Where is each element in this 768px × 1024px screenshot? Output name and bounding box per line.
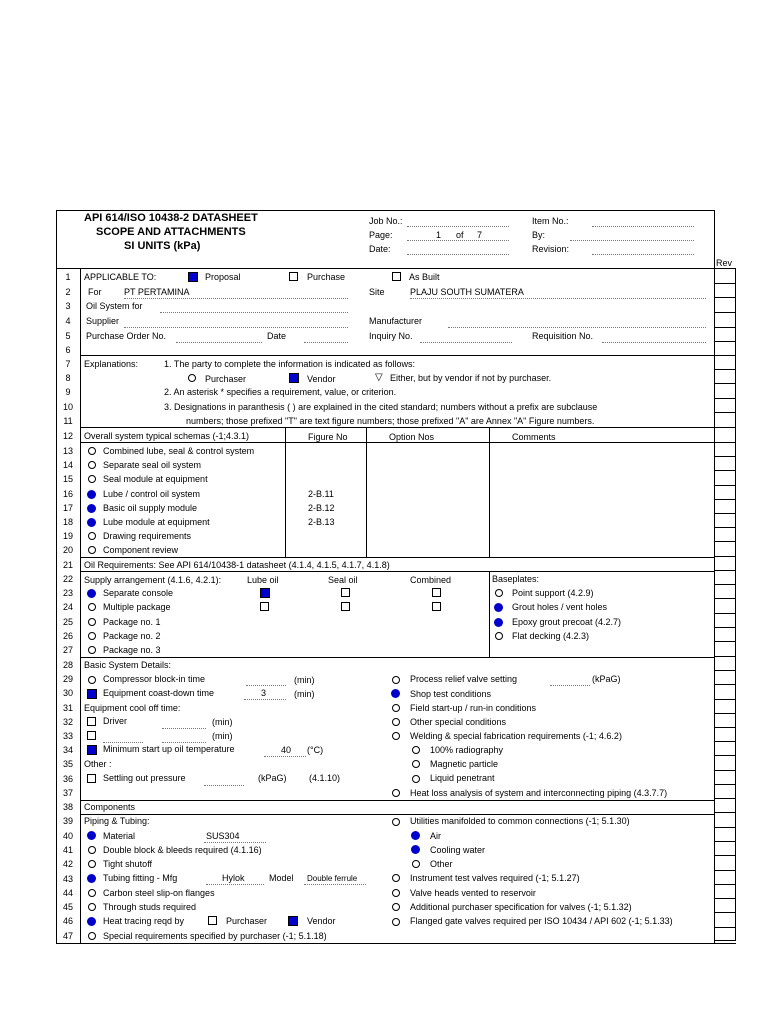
- rev-cell[interactable]: [714, 614, 736, 628]
- rev-cell[interactable]: [714, 771, 736, 785]
- as-built-checkbox[interactable]: [392, 272, 401, 281]
- row-number: 17: [62, 503, 73, 513]
- job-no-label: Job No.:: [369, 216, 403, 226]
- welding-label: Welding & special fabrication requirements (-1; 4.6.2): [410, 731, 622, 741]
- explanation-3-cont: numbers; those prefixed "T" are text figure numbers; those prefixed "A" are Annex "A" Figure numbers.: [186, 416, 595, 426]
- rev-cell[interactable]: [714, 370, 736, 384]
- row-number: 38: [62, 802, 73, 812]
- min-start-temp-label: Minimum start up oil temperature: [103, 744, 235, 754]
- row-number: 15: [62, 474, 73, 484]
- valve-heads-label: Valve heads vented to reservoir: [410, 888, 536, 898]
- rev-cell[interactable]: [714, 885, 736, 899]
- tubing-model-value[interactable]: Double ferrule: [307, 874, 358, 883]
- other-special-label: Other special conditions: [410, 717, 507, 727]
- supply-radio[interactable]: [88, 618, 96, 626]
- row-number: 28: [62, 660, 73, 670]
- rev-cell[interactable]: [714, 628, 736, 642]
- baseplate-label: Flat decking (4.2.3): [512, 631, 590, 641]
- rev-cell[interactable]: [714, 813, 736, 828]
- rev-cell[interactable]: [714, 384, 736, 399]
- explanations-label: Explanations:: [84, 359, 139, 369]
- baseplate-label: Epoxy grout precoat (4.2.7): [512, 617, 622, 627]
- purchase-order-label: Purchase Order No.: [86, 331, 167, 341]
- heat-tracing-purchaser-label: Purchaser: [226, 916, 268, 926]
- compressor-block-in-label: Compressor block-in time: [103, 674, 206, 684]
- row-number: 27: [62, 645, 73, 655]
- baseplate-label: Point support (4.2.9): [512, 588, 594, 598]
- min-start-temp-value[interactable]: 40: [281, 745, 292, 755]
- rev-cell[interactable]: [714, 671, 736, 685]
- heat-tracing-purchaser-checkbox[interactable]: [208, 916, 217, 925]
- double-block-radio[interactable]: [88, 846, 96, 854]
- row-number: 22: [62, 574, 73, 584]
- purchase-checkbox[interactable]: [289, 272, 298, 281]
- schema-label: Separate seal oil system: [103, 460, 202, 470]
- schema-radio[interactable]: [87, 504, 96, 513]
- row-number: 34: [62, 745, 73, 755]
- row-number: 41: [62, 845, 73, 855]
- row-number: 21: [62, 560, 73, 570]
- other-utility-label: Other: [430, 859, 453, 869]
- heat-loss-radio[interactable]: [392, 789, 400, 797]
- row-number: 4: [65, 316, 71, 326]
- by-label: By:: [532, 230, 546, 240]
- baseplate-radio[interactable]: [494, 603, 503, 612]
- row-number: 40: [62, 831, 73, 841]
- either-legend-label: Either, but by vendor if not by purchaser.: [390, 373, 552, 383]
- rev-cell[interactable]: [714, 457, 736, 471]
- field-start-up-label: Field start-up / run-in conditions: [410, 703, 537, 713]
- vendor-legend-label: Vendor: [307, 374, 336, 384]
- min-start-temp-unit: (°C): [307, 745, 324, 755]
- seal-oil-multiple-package-checkbox[interactable]: [341, 602, 350, 611]
- coast-down-checkbox[interactable]: [87, 689, 97, 699]
- additional-spec-label: Additional purchaser specification for valves (-1; 5.1.32): [410, 902, 632, 912]
- flanged-gate-label: Flanged gate valves required per ISO 10434 / API 602 (-1; 5.1.33): [410, 916, 673, 926]
- comments-header: Comments: [512, 432, 556, 442]
- cooling-water-radio[interactable]: [411, 845, 420, 854]
- material-label: Material: [103, 831, 136, 841]
- row-number: 46: [62, 916, 73, 926]
- heat-tracing-label: Heat tracing reqd by: [103, 916, 185, 926]
- row-number: 2: [65, 287, 71, 297]
- rev-cell[interactable]: [714, 399, 736, 413]
- schema-radio[interactable]: [88, 546, 96, 554]
- supply-arrangement-label: Supply arrangement (4.1.6, 4.2.1):: [84, 575, 222, 585]
- flanged-gate-radio[interactable]: [392, 918, 400, 926]
- coast-down-label: Equipment coast-down time: [103, 688, 215, 698]
- row-number: 11: [63, 416, 73, 426]
- shop-test-radio[interactable]: [391, 689, 400, 698]
- row-number: 33: [62, 731, 73, 741]
- liquid-penetrant-label: Liquid penetrant: [430, 773, 495, 783]
- revision-label: Revision:: [532, 244, 570, 254]
- page-number: 1: [436, 230, 442, 240]
- page-of-label: of: [456, 230, 464, 240]
- rev-cell[interactable]: [714, 542, 736, 557]
- supply-label: Package no. 3: [103, 645, 161, 655]
- material-radio[interactable]: [87, 831, 96, 840]
- field-start-up-radio[interactable]: [392, 704, 400, 712]
- schema-radio[interactable]: [87, 490, 96, 499]
- special-requirements-label: Special requirements specified by purchaser (-1; 5.1.18): [103, 931, 327, 941]
- item-no-label: Item No.:: [532, 216, 569, 226]
- rev-cell[interactable]: [714, 428, 736, 443]
- oil-system-for-label: Oil System for: [86, 301, 143, 311]
- special-requirements-radio[interactable]: [88, 932, 96, 940]
- through-studs-radio[interactable]: [88, 903, 96, 911]
- row-number: 25: [62, 617, 73, 627]
- supply-label: Separate console: [103, 588, 174, 598]
- instrument-test-label: Instrument test valves required (-1; 5.1.27): [410, 873, 580, 883]
- driver-checkbox[interactable]: [87, 717, 96, 726]
- welding-radio[interactable]: [392, 732, 400, 740]
- rev-cell[interactable]: [714, 700, 736, 714]
- row-number: 20: [62, 545, 73, 555]
- schema-radio[interactable]: [88, 475, 96, 483]
- cooling-water-label: Cooling water: [430, 845, 486, 855]
- rev-cell[interactable]: [714, 657, 736, 671]
- magnetic-particle-label: Magnetic particle: [430, 759, 499, 769]
- rev-label: Rev: [716, 258, 733, 268]
- row-number: 8: [65, 373, 71, 383]
- additional-spec-radio[interactable]: [392, 903, 400, 911]
- seal-oil-separate-console-checkbox[interactable]: [341, 588, 350, 597]
- combined-multiple-package-checkbox[interactable]: [432, 602, 441, 611]
- compressor-block-in-unit: (min): [294, 675, 315, 685]
- compressor-block-in-radio[interactable]: [88, 676, 96, 684]
- rev-cell[interactable]: [714, 298, 736, 313]
- row-number: 29: [62, 674, 73, 684]
- row-number: 6: [65, 345, 71, 355]
- utilities-manifolded-radio[interactable]: [392, 818, 400, 826]
- row-number: 42: [62, 859, 73, 869]
- settling-out-label: Settling out pressure: [103, 773, 186, 783]
- schema-label: Component review: [103, 545, 179, 555]
- row-number: 16: [62, 489, 73, 499]
- row-number: 31: [62, 703, 73, 713]
- valve-heads-radio[interactable]: [392, 889, 400, 897]
- row-number: 23: [62, 588, 73, 598]
- carbon-steel-radio[interactable]: [88, 889, 96, 897]
- row-number: 26: [62, 631, 73, 641]
- schema-figure-no: 2-B.12: [308, 503, 335, 513]
- piping-tubing-label: Piping & Tubing:: [84, 816, 150, 826]
- radiography-label: 100% radiography: [430, 745, 504, 755]
- lube-oil-multiple-package-checkbox[interactable]: [260, 602, 269, 611]
- row-number: 47: [62, 931, 73, 941]
- rev-cell[interactable]: [714, 799, 736, 813]
- rev-cell[interactable]: [714, 714, 736, 728]
- rev-cell[interactable]: [714, 728, 736, 742]
- rev-cell[interactable]: [714, 471, 736, 486]
- rev-cell[interactable]: [714, 871, 736, 885]
- coast-down-unit: (min): [294, 689, 315, 699]
- rev-cell[interactable]: [714, 328, 736, 342]
- rev-cell[interactable]: [714, 500, 736, 514]
- vendor-legend-square: [289, 373, 299, 383]
- schema-figure-no: 2-B.13: [308, 517, 335, 527]
- tubing-fitting-label: Tubing fitting - Mfg: [103, 873, 178, 883]
- supply-radio[interactable]: [88, 603, 96, 611]
- rev-cell[interactable]: [714, 313, 736, 328]
- row-number: 5: [65, 331, 71, 341]
- row-number: 43: [62, 874, 73, 884]
- carbon-steel-label: Carbon steel slip-on flanges: [103, 888, 215, 898]
- rev-cell[interactable]: [714, 685, 736, 700]
- schema-label: Combined lube, seal & control system: [103, 446, 255, 456]
- site-label: Site: [369, 287, 385, 297]
- site-value[interactable]: PLAJU SOUTH SUMATERA: [410, 287, 524, 297]
- schema-radio[interactable]: [88, 447, 96, 455]
- double-block-label: Double block & bleeds required (4.1.16): [103, 845, 262, 855]
- row-number: 3: [65, 301, 71, 311]
- row-number: 7: [65, 359, 71, 369]
- explanation-3: 3. Designations in paranthesis ( ) are explained in the cited standard; numbers without a prefix are subclause: [164, 402, 598, 412]
- rev-cell[interactable]: [714, 842, 736, 856]
- rev-cell[interactable]: [714, 642, 736, 657]
- baseplate-radio[interactable]: [495, 632, 503, 640]
- settling-out-ref: (4.1.10): [309, 773, 341, 783]
- for-label: For: [88, 287, 102, 297]
- title-line-2: SCOPE AND ATTACHMENTS: [96, 226, 246, 238]
- purchaser-legend-circle: [188, 374, 196, 382]
- schema-radio[interactable]: [87, 518, 96, 527]
- row-number: 10: [62, 402, 73, 412]
- row-number: 32: [62, 717, 73, 727]
- through-studs-label: Through studs required: [103, 902, 197, 912]
- rev-cell[interactable]: [714, 486, 736, 500]
- oil-requirements-text: Oil Requirements: See API 614/10438-1 datasheet (4.1.4, 4.1.5, 4.1.7, 4.1.8): [84, 560, 390, 570]
- rev-cell[interactable]: [714, 599, 736, 614]
- tubing-fitting-radio[interactable]: [87, 874, 96, 883]
- rev-cell[interactable]: [714, 856, 736, 871]
- rev-cell[interactable]: [714, 899, 736, 913]
- heat-tracing-vendor-checkbox[interactable]: [288, 916, 298, 926]
- requisition-no-label: Requisition No.: [532, 331, 594, 341]
- process-relief-unit: (kPaG): [592, 674, 621, 684]
- other-cool-off-checkbox[interactable]: [87, 731, 96, 740]
- for-value[interactable]: PT PERTAMINA: [124, 287, 190, 297]
- schema-figure-no: 2-B.11: [308, 489, 334, 499]
- heat-tracing-radio[interactable]: [87, 917, 96, 926]
- process-relief-label: Process relief valve setting: [410, 674, 518, 684]
- other-label: Other :: [84, 759, 112, 769]
- basic-system-details-label: Basic System Details:: [84, 660, 172, 670]
- row-number: 13: [62, 446, 73, 456]
- baseplate-radio[interactable]: [495, 589, 503, 597]
- seal-oil-header: Seal oil: [328, 575, 358, 585]
- as-built-label: As Built: [409, 272, 440, 282]
- manufacturer-label: Manufacturer: [369, 316, 423, 326]
- radiography-radio[interactable]: [412, 746, 420, 754]
- min-start-temp-checkbox[interactable]: [87, 745, 97, 755]
- supply-radio[interactable]: [87, 589, 96, 598]
- row-number: 45: [62, 902, 73, 912]
- schema-label: Lube module at equipment: [103, 517, 210, 527]
- rev-cell[interactable]: [714, 413, 736, 428]
- rev-cell[interactable]: [714, 342, 736, 356]
- row-number: 44: [62, 888, 73, 898]
- row-number: 39: [62, 816, 73, 826]
- row-number: 14: [62, 460, 73, 470]
- rev-cell[interactable]: [714, 528, 736, 542]
- tubing-model-label: Model: [269, 873, 294, 883]
- schema-label: Lube / control oil system: [103, 489, 201, 499]
- supply-radio[interactable]: [88, 646, 96, 654]
- utilities-manifolded-label: Utilities manifolded to common connections (-1; 5.1.30): [410, 816, 630, 826]
- supply-label: Multiple package: [103, 602, 171, 612]
- combined-header: Combined: [410, 575, 452, 585]
- supply-radio[interactable]: [88, 632, 96, 640]
- rev-cell[interactable]: [714, 284, 736, 298]
- row-number: 37: [62, 788, 73, 798]
- purchase-label: Purchase: [307, 272, 346, 282]
- rev-cell[interactable]: [714, 514, 736, 528]
- proposal-checkbox[interactable]: [188, 272, 198, 282]
- rev-cell[interactable]: [714, 742, 736, 756]
- other-special-radio[interactable]: [392, 718, 400, 726]
- supplier-label: Supplier: [86, 316, 120, 326]
- row-number: 24: [62, 602, 73, 612]
- supply-label: Package no. 1: [103, 617, 161, 627]
- tight-shutoff-radio[interactable]: [88, 860, 96, 868]
- heat-loss-label: Heat loss analysis of system and interconnecting piping (4.3.7.7): [410, 788, 668, 798]
- driver-label: Driver: [103, 716, 127, 726]
- settling-out-unit: (kPaG): [258, 773, 287, 783]
- driver-unit: (min): [212, 717, 233, 727]
- cool-off-label: Equipment cool off time:: [84, 703, 181, 713]
- process-relief-radio[interactable]: [392, 676, 400, 684]
- liquid-penetrant-radio[interactable]: [412, 775, 420, 783]
- row-number: 35: [62, 759, 73, 769]
- supply-label: Package no. 2: [103, 631, 161, 641]
- row-number: 30: [62, 688, 73, 698]
- lube-oil-header: Lube oil: [247, 575, 279, 585]
- row-number: 1: [65, 272, 71, 282]
- rev-cell[interactable]: [714, 756, 736, 771]
- schema-label: Drawing requirements: [103, 531, 192, 541]
- magnetic-particle-radio[interactable]: [412, 760, 420, 768]
- schema-radio[interactable]: [88, 532, 96, 540]
- row-number: 9: [65, 387, 71, 397]
- date-label: Date:: [369, 244, 391, 254]
- explanation-1: 1. The party to complete the information is indicated as follows:: [164, 359, 415, 369]
- rev-cell[interactable]: [714, 571, 736, 585]
- row-number: 36: [62, 774, 73, 784]
- proposal-label: Proposal: [205, 272, 241, 282]
- other-utility-radio[interactable]: [412, 860, 420, 868]
- row-number: 12: [62, 431, 73, 441]
- rev-cell[interactable]: [714, 928, 736, 941]
- settling-out-checkbox[interactable]: [87, 774, 96, 783]
- schema-label: Seal module at equipment: [103, 474, 208, 484]
- heat-tracing-vendor-label: Vendor: [307, 916, 336, 926]
- rev-cell[interactable]: [714, 356, 736, 370]
- rev-cell[interactable]: [714, 585, 736, 599]
- row-number: 18: [62, 517, 73, 527]
- instrument-test-radio[interactable]: [392, 874, 400, 882]
- rev-cell[interactable]: [714, 828, 736, 842]
- row-number: 19: [62, 531, 73, 541]
- title-line-1: API 614/ISO 10438-2 DATASHEET: [84, 212, 258, 224]
- triangle-down-icon: ▽: [375, 372, 383, 383]
- schemas-label: Overall system typical schemas (-1;4.3.1): [84, 431, 250, 441]
- tight-shutoff-label: Tight shutoff: [103, 859, 153, 869]
- rev-cell[interactable]: [714, 269, 736, 284]
- combined-separate-console-checkbox[interactable]: [432, 588, 441, 597]
- schema-radio[interactable]: [88, 461, 96, 469]
- po-date-label: Date: [267, 331, 287, 341]
- page-total: 7: [477, 230, 483, 240]
- option-nos-header: Option Nos: [389, 432, 435, 442]
- rev-cell[interactable]: [714, 443, 736, 457]
- baseplate-radio[interactable]: [494, 618, 503, 627]
- other-cool-off-unit: (min): [212, 731, 233, 741]
- baseplate-label: Grout holes / vent holes: [512, 602, 608, 612]
- rev-cell[interactable]: [714, 785, 736, 799]
- lube-oil-separate-console-checkbox[interactable]: [260, 588, 270, 598]
- explanation-2: 2. An asterisk * specifies a requirement, value, or criterion.: [164, 387, 397, 397]
- figure-no-header: Figure No: [308, 432, 348, 442]
- page-label: Page:: [369, 230, 393, 240]
- air-label: Air: [430, 831, 441, 841]
- rev-cell[interactable]: [714, 557, 736, 571]
- shop-test-label: Shop test conditions: [410, 689, 492, 699]
- rev-cell[interactable]: [714, 913, 736, 928]
- title-line-3: SI UNITS (kPa): [124, 240, 201, 252]
- coast-down-value[interactable]: 3: [261, 688, 267, 698]
- air-radio[interactable]: [411, 831, 420, 840]
- tubing-fitting-mfg[interactable]: Hylok: [222, 873, 245, 883]
- components-label: Components: [84, 802, 136, 812]
- schema-label: Basic oil supply module: [103, 503, 198, 513]
- inquiry-no-label: Inquiry No.: [369, 331, 413, 341]
- purchaser-legend-label: Purchaser: [205, 374, 247, 384]
- applicable-to-label: APPLICABLE TO:: [84, 272, 157, 282]
- baseplates-header: Baseplates:: [492, 574, 540, 584]
- material-value[interactable]: SUS304: [206, 831, 240, 841]
